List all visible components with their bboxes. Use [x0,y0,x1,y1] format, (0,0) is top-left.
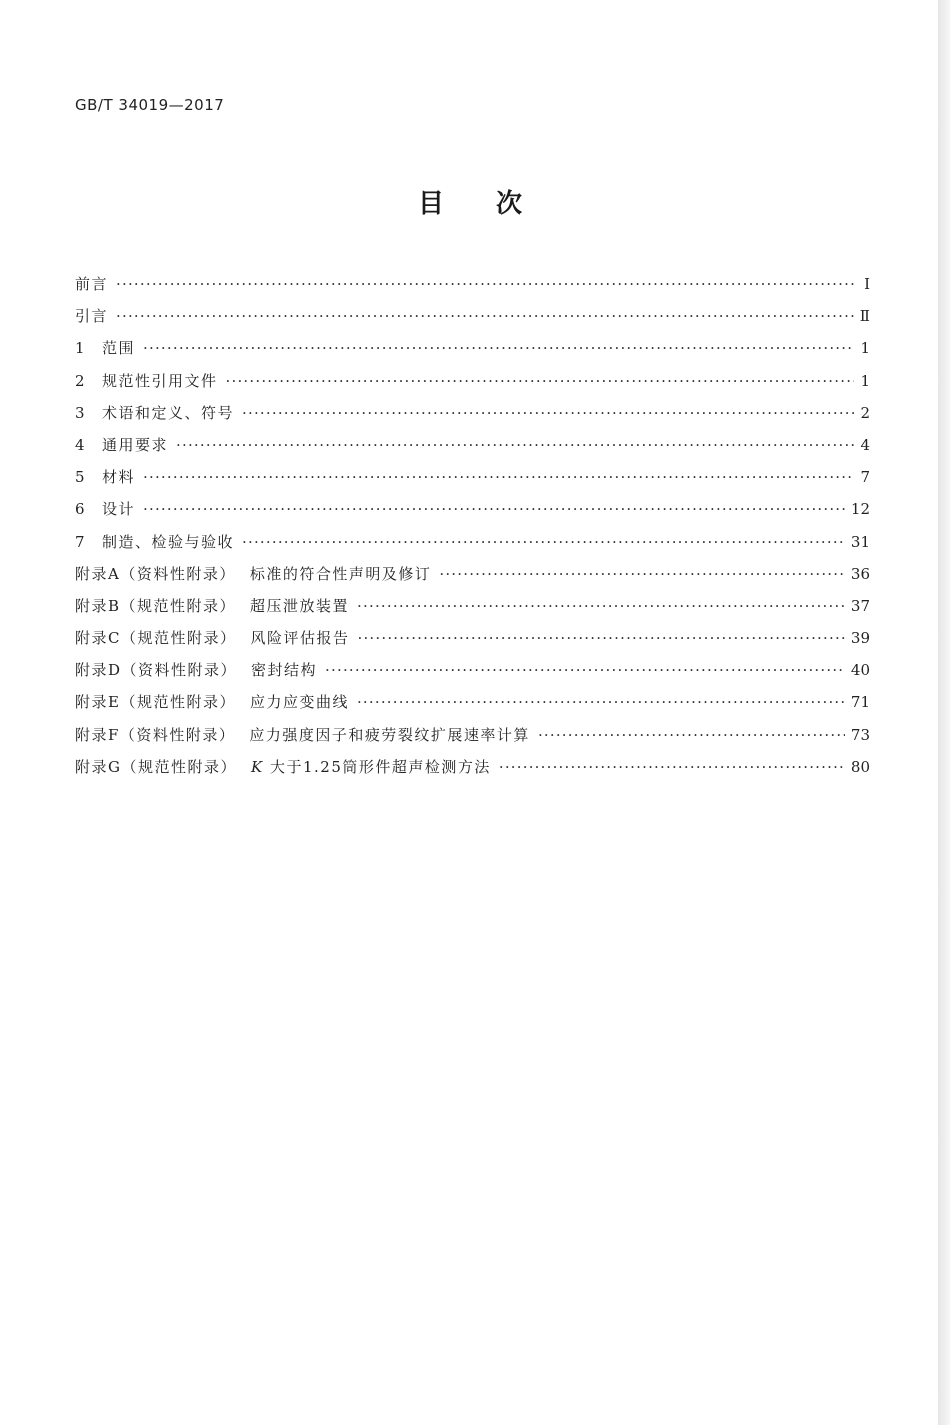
toc-entry-subtitle [251,751,491,783]
dot-leader [116,300,854,332]
toc-entry-page: Ⅰ [864,275,870,293]
dot-leader [116,268,854,300]
dot-leader [538,719,845,751]
toc-entry-label: 设计 [102,500,136,519]
toc-entry-foreword[interactable] [75,268,870,300]
toc-entry-subtitle-text: 大于1.25筒形件超声检测方法 [263,757,491,776]
document-code: GB/T 34019—2017 [75,96,225,114]
toc-entry-chapter-3[interactable] [75,397,870,429]
toc-entry-label: 通用要求 [102,435,169,454]
toc-entry-page: 39 [850,629,870,648]
toc-entry-number: 7 [75,532,85,551]
toc-entry-appendix-c[interactable] [75,622,870,654]
toc-entry-chapter-6[interactable] [75,493,870,525]
dot-leader [143,461,854,493]
toc-entry-page: 71 [850,693,870,712]
toc-entry-page: 37 [850,596,870,615]
dot-leader [439,558,845,590]
toc-entry-number: 5 [75,468,85,487]
toc-entry-label: 附录D（资料性附录） [75,661,238,680]
toc-entry-label: 附录G（规范性附录） [75,757,237,776]
toc-entry-number: 6 [75,500,85,519]
toc-entry-label: 附录F（资料性附录） [75,725,236,744]
toc-entry-chapter-2[interactable] [75,365,870,397]
page-title: 目次 [417,189,574,219]
toc-entry-chapter-7[interactable] [75,526,870,558]
toc-entry-page: 40 [850,661,870,680]
toc-entry-number: 4 [75,435,85,454]
toc-entry-subtitle: 风险评估报告 [250,629,350,648]
toc-entry-label: 规范性引用文件 [102,371,218,390]
toc-entry-chapter-5[interactable] [75,461,870,493]
toc-entry-subtitle: 应力应变曲线 [249,693,349,712]
toc-entry-page: Ⅱ [859,307,870,326]
toc-entry-label: 范围 [102,339,136,358]
toc-entry-page: 4 [860,435,870,454]
toc-entry-page: 1 [860,339,870,358]
toc-entry-label: 附录A（资料性附录） [75,564,236,583]
toc-entry-chapter-1[interactable] [75,332,870,364]
toc-entry-page: 2 [860,403,870,422]
dot-leader [357,686,845,718]
table-of-contents [75,268,870,783]
toc-entry-page: 80 [850,757,870,776]
toc-entry-page: 7 [860,468,870,487]
toc-entry-appendix-f[interactable] [75,719,870,751]
dot-leader [242,397,854,429]
dot-leader [499,751,845,783]
toc-entry-number: 2 [75,371,85,390]
toc-entry-page: 31 [850,532,870,551]
toc-entry-number: 1 [75,339,85,358]
toc-entry-appendix-d[interactable] [75,654,870,686]
toc-entry-chapter-4[interactable] [75,429,870,461]
toc-entry-page: 12 [850,500,870,519]
toc-entry-introduction[interactable] [75,300,870,332]
dot-leader [325,654,845,686]
toc-entry-label: 附录B（规范性附录） [75,596,237,615]
toc-entry-appendix-e[interactable] [75,686,870,718]
toc-entry-appendix-a[interactable] [75,558,870,590]
dot-leader [226,365,854,397]
toc-entry-page: 73 [850,725,870,744]
toc-entry-label: 附录C（规范性附录） [75,629,237,648]
toc-entry-subtitle: 超压泄放装置 [250,596,350,615]
dot-leader [143,332,854,364]
toc-entry-page: 36 [850,564,870,583]
toc-entry-label: 前言 [75,275,109,293]
toc-entry-appendix-b[interactable] [75,590,870,622]
dot-leader [242,526,845,558]
dot-leader [358,622,845,654]
toc-entry-subtitle: 标准的符合性声明及修订 [249,564,432,583]
toc-entry-label: 制造、检验与验收 [102,532,235,551]
toc-entry-label: 材料 [102,468,136,487]
toc-entry-label: 术语和定义、符号 [102,403,235,422]
dot-leader [143,493,845,525]
toc-entry-symbol: K [250,757,264,776]
toc-entry-appendix-g[interactable] [75,751,870,783]
toc-entry-label: 引言 [75,307,109,326]
toc-entry-number: 3 [75,403,85,422]
toc-entry-page: 1 [860,371,870,390]
dot-leader [357,590,845,622]
dot-leader [176,429,854,461]
toc-entry-subtitle: 密封结构 [251,661,318,680]
toc-entry-label: 附录E（规范性附录） [75,693,236,712]
toc-entry-subtitle: 应力强度因子和疲劳裂纹扩展速率计算 [249,725,530,744]
